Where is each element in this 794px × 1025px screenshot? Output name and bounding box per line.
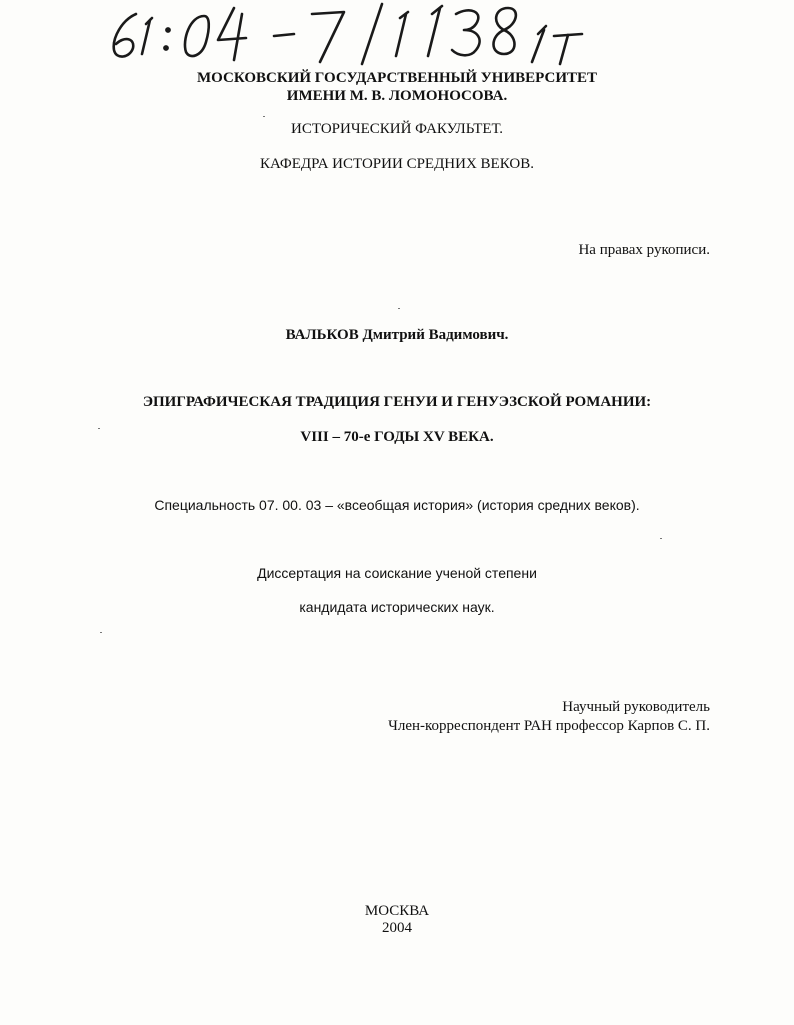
dissertation-title-line1: ЭПИГРАФИЧЕСКАЯ ТРАДИЦИЯ ГЕНУИ И ГЕНУЭЗСКОЙ РОМАНИИ: <box>142 394 652 410</box>
scan-speck <box>660 538 662 539</box>
city: МОСКВА <box>364 903 430 919</box>
supervisor-name: Член-корреспондент РАН профессор Карпов С. П. <box>388 718 710 734</box>
scan-speck <box>398 308 400 309</box>
scan-speck <box>100 632 102 633</box>
specialty: Специальность 07. 00. 03 – «всеобщая история» (история средних веков). <box>154 497 640 513</box>
year: 2004 <box>382 920 412 936</box>
degree-line1: Диссертация на соискание ученой степени <box>257 565 537 581</box>
scan-speck <box>98 428 100 429</box>
handwritten-catalogue-number <box>106 0 626 70</box>
faculty-name: ИСТОРИЧЕСКИЙ ФАКУЛЬТЕТ. <box>291 121 503 137</box>
author-surname: ВАЛЬКОВ <box>285 327 359 343</box>
supervisor-label: Научный руководитель <box>562 699 710 715</box>
department-name: КАФЕДРА ИСТОРИИ СРЕДНИХ ВЕКОВ. <box>260 156 534 172</box>
author-name <box>0 326 794 344</box>
university-name-line1: МОСКОВСКИЙ ГОСУДАРСТВЕННЫЙ УНИВЕРСИТЕТ <box>197 70 597 86</box>
scan-speck <box>263 116 265 117</box>
author-given-names: Дмитрий Вадимович. <box>362 327 509 343</box>
university-name-line2: ИМЕНИ М. В. ЛОМОНОСОВА. <box>286 88 508 104</box>
degree-line2: кандидата исторических наук. <box>299 599 495 615</box>
dissertation-title-line2: VIII – 70-е ГОДЫ XV ВЕКА. <box>300 429 494 445</box>
manuscript-note: На правах рукописи. <box>578 242 710 258</box>
